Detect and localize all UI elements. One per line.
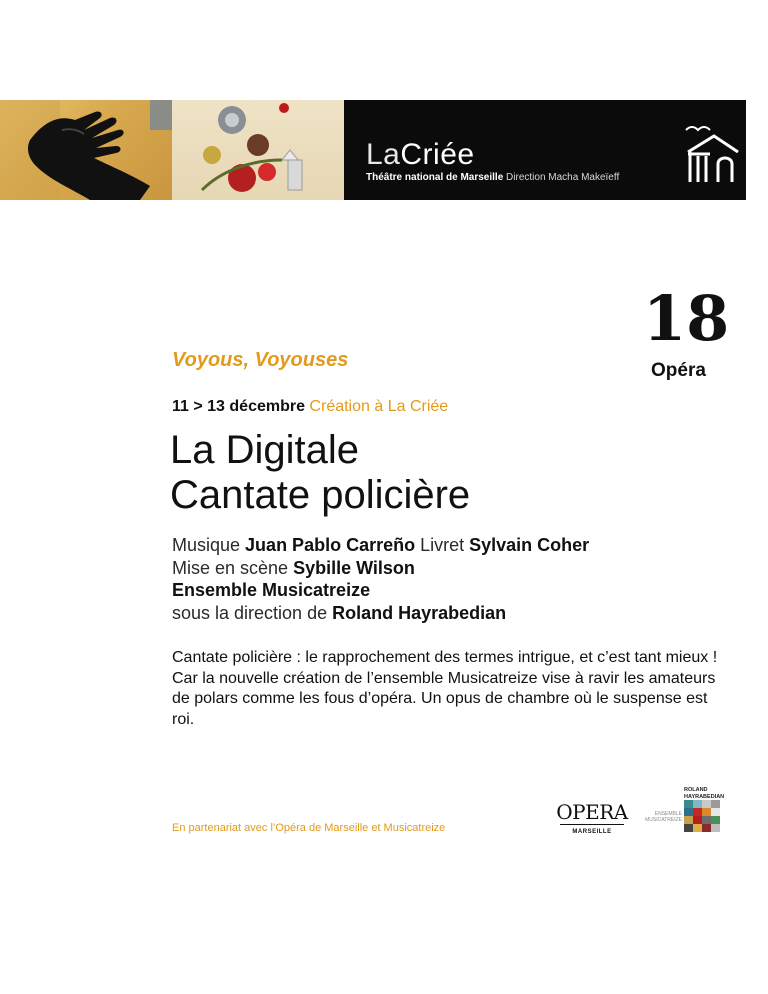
show-title: La Digitale: [170, 428, 360, 472]
header-banner: [0, 100, 746, 200]
roland-hayrabedian-label: ROLAND HAYRABEDIAN: [684, 787, 725, 800]
hand-sculpture-image: [0, 100, 172, 200]
event-number: 18: [643, 282, 730, 355]
ensemble-logo-text: ENSEMBLE MUSICATREIZE: [645, 811, 682, 823]
musicatreize-logo-icon: [684, 800, 720, 832]
credits-line-ensemble: Ensemble Musicatreize: [172, 580, 371, 600]
show-subtitle: Cantate policière: [170, 473, 471, 517]
series-title: Voyous, Voyouses: [172, 349, 349, 371]
partnership-note: En partenariat avec l’Opéra de Marseille et Musicatreize: [172, 822, 446, 834]
brand-name: LaCriée: [366, 138, 475, 171]
dates-range: 11 > 13 décembre: [172, 398, 305, 415]
credits-line-staging: Mise en scène Sybille Wilson: [172, 557, 415, 578]
creation-note: Création à La Criée: [304, 398, 449, 415]
description-paragraph: Cantate policière : le rapprochement des termes intrigue, et c’est tant mieux ! Car la nouvelle création de l’ensemble Musicatreize vise à ravir les amateurs de polars comme les fous d’opéra. Un opus de chambre où le suspense est roi.: [172, 649, 718, 728]
credits-line-music: Musique Juan Pablo Carreño Livret Sylvain Coher: [172, 535, 590, 555]
credits-block: [172, 534, 589, 624]
opera-marseille-logo: OPERA MARSEILLE: [556, 800, 628, 835]
theatre-logo-icon: [680, 124, 740, 184]
la-criee-brand: [344, 100, 746, 200]
credits-line-direction: sous la direction de Roland Hayrabedian: [172, 602, 507, 623]
flowers-collage-image: [172, 100, 344, 200]
event-dates: [172, 398, 448, 416]
event-category: Opéra: [651, 360, 706, 381]
brand-subtitle: Théâtre national de Marseille Direction Macha Makeïeff: [366, 172, 620, 183]
